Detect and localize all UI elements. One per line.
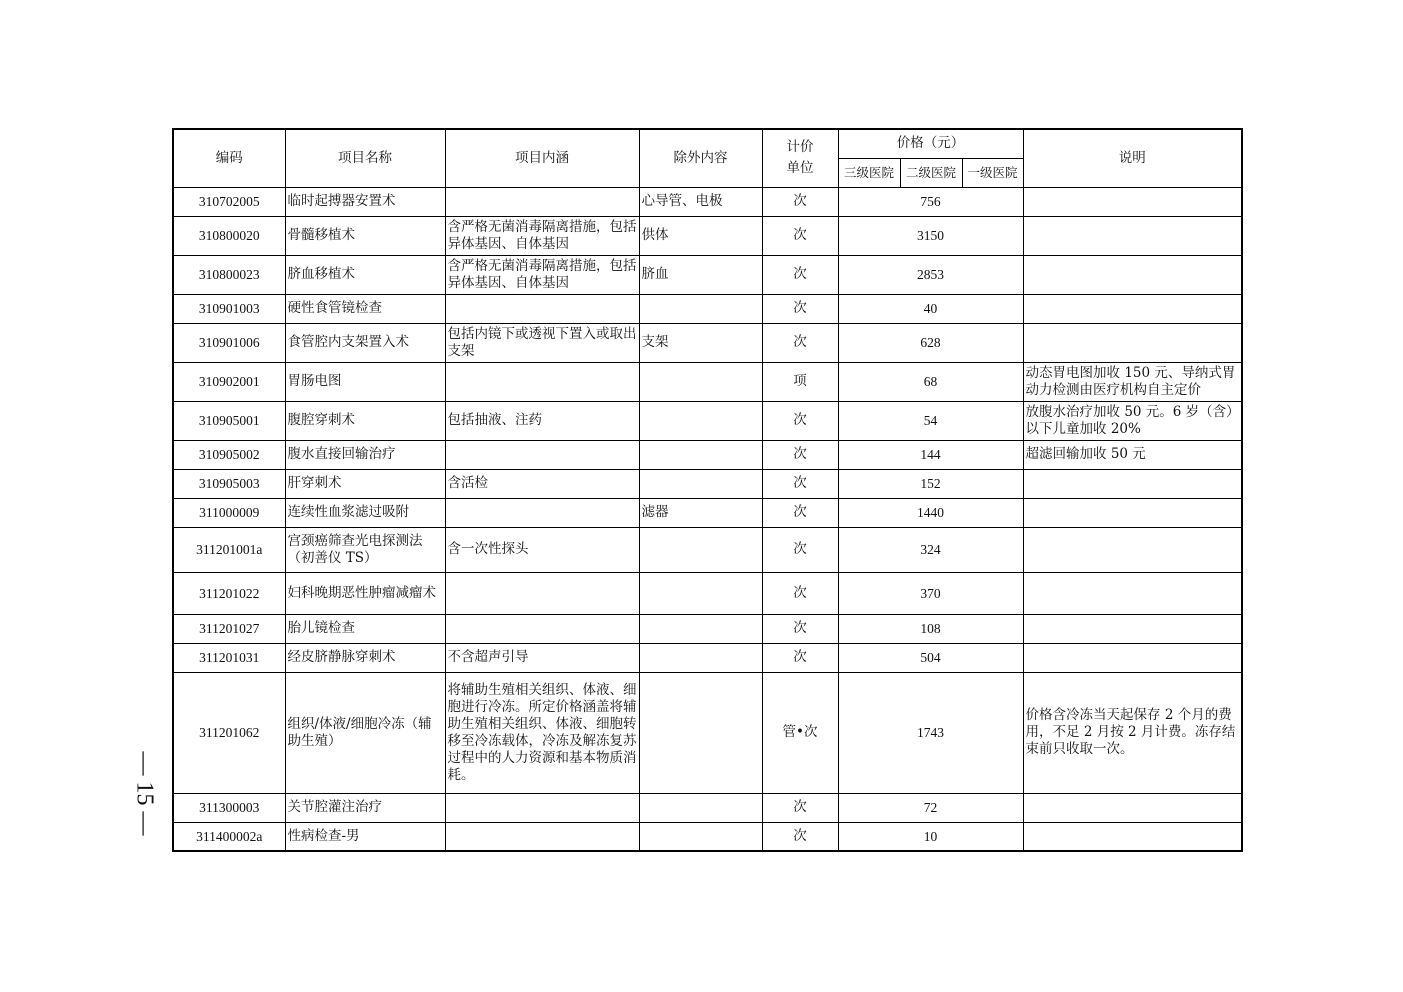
cell-code: 310702005 [173,187,285,216]
header-name: 项目名称 [285,129,445,187]
cell-unit: 次 [762,793,838,822]
cell-exclusion [639,294,762,323]
cell-exclusion [639,572,762,614]
cell-price: 1743 [838,672,1023,793]
header-price: 价格（元） [838,129,1023,158]
cell-price: 72 [838,793,1023,822]
cell-price: 54 [838,401,1023,440]
cell-name: 脐血移植术 [285,255,445,294]
cell-unit: 次 [762,255,838,294]
cell-name: 连续性血浆滤过吸附 [285,498,445,527]
cell-unit: 管•次 [762,672,838,793]
cell-price: 2853 [838,255,1023,294]
cell-price: 370 [838,572,1023,614]
cell-content: 将辅助生殖相关组织、体液、细胞进行冷冻。所定价格涵盖将辅助生殖相关组织、体液、细胞转移至冷冻载体，冷冻及解冻复苏过程中的人力资源和基本物质消耗。 [445,672,639,793]
header-price-level3: 三级医院 [838,158,900,187]
cell-price: 108 [838,614,1023,643]
cell-code: 311201027 [173,614,285,643]
cell-name: 腹水直接回输治疗 [285,440,445,469]
cell-note [1023,216,1242,255]
header-note: 说明 [1023,129,1242,187]
cell-price: 68 [838,362,1023,401]
cell-price: 144 [838,440,1023,469]
cell-price: 1440 [838,498,1023,527]
cell-unit: 项 [762,362,838,401]
cell-exclusion [639,822,762,851]
cell-note [1023,469,1242,498]
cell-name: 胎儿镜检查 [285,614,445,643]
cell-code: 310901006 [173,323,285,362]
cell-name: 骨髓移植术 [285,216,445,255]
cell-note [1023,187,1242,216]
cell-exclusion [639,440,762,469]
cell-content [445,498,639,527]
cell-code: 311400002a [173,822,285,851]
header-exclusion: 除外内容 [639,129,762,187]
table-row [173,323,1242,362]
table-row [173,294,1242,323]
cell-note [1023,294,1242,323]
cell-unit: 次 [762,643,838,672]
cell-content: 含一次性探头 [445,527,639,572]
cell-unit: 次 [762,572,838,614]
header-price-level2: 二级医院 [900,158,962,187]
cell-exclusion [639,672,762,793]
cell-price: 152 [838,469,1023,498]
cell-name: 妇科晚期恶性肿瘤减瘤术 [285,572,445,614]
table-row [173,216,1242,255]
header-unit: 计价单位 [762,129,838,187]
cell-code: 310901003 [173,294,285,323]
cell-price: 3150 [838,216,1023,255]
cell-name: 临时起搏器安置术 [285,187,445,216]
cell-content [445,440,639,469]
cell-note [1023,643,1242,672]
cell-exclusion [639,469,762,498]
cell-note [1023,614,1242,643]
cell-note: 价格含冷冻当天起保存 2 个月的费用，不足 2 月按 2 月计费。冻存结束前只收取一次。 [1023,672,1242,793]
cell-content: 含严格无菌消毒隔离措施，包括异体基因、自体基因 [445,255,639,294]
cell-code: 310905001 [173,401,285,440]
cell-exclusion [639,401,762,440]
cell-exclusion: 脐血 [639,255,762,294]
page-number: — 15 — [131,751,158,835]
cell-name: 性病检查-男 [285,822,445,851]
cell-code: 310800023 [173,255,285,294]
cell-code: 311201022 [173,572,285,614]
cell-name: 组织/体液/细胞冷冻（辅助生殖） [285,672,445,793]
cell-price: 324 [838,527,1023,572]
table-row [173,572,1242,614]
cell-note: 动态胃电图加收 150 元、导纳式胃动力检测由医疗机构自主定价 [1023,362,1242,401]
cell-price: 628 [838,323,1023,362]
cell-exclusion [639,362,762,401]
cell-unit: 次 [762,469,838,498]
cell-unit: 次 [762,614,838,643]
cell-note [1023,822,1242,851]
cell-content: 含活检 [445,469,639,498]
cell-unit: 次 [762,498,838,527]
table-row [173,527,1242,572]
cell-code: 311201062 [173,672,285,793]
cell-unit: 次 [762,822,838,851]
cell-price: 10 [838,822,1023,851]
cell-note [1023,255,1242,294]
cell-code: 310902001 [173,362,285,401]
table-row [173,440,1242,469]
cell-exclusion [639,614,762,643]
cell-exclusion [639,527,762,572]
cell-note [1023,323,1242,362]
header-content: 项目内涵 [445,129,639,187]
cell-note: 放腹水治疗加收 50 元。6 岁（含）以下儿童加收 20% [1023,401,1242,440]
cell-exclusion: 滤器 [639,498,762,527]
cell-code: 311201001a [173,527,285,572]
cell-content: 包括抽液、注药 [445,401,639,440]
table-row [173,401,1242,440]
cell-code: 311000009 [173,498,285,527]
cell-name: 关节腔灌注治疗 [285,793,445,822]
cell-name: 宫颈癌筛查光电探测法（初善仪 TS） [285,527,445,572]
cell-note [1023,572,1242,614]
cell-unit: 次 [762,401,838,440]
table-row [173,469,1242,498]
cell-name: 胃肠电图 [285,362,445,401]
cell-code: 311201031 [173,643,285,672]
cell-price: 504 [838,643,1023,672]
table-row [173,793,1242,822]
cell-unit: 次 [762,216,838,255]
cell-exclusion [639,643,762,672]
table-row [173,255,1242,294]
cell-content [445,187,639,216]
cell-content [445,362,639,401]
table-row [173,498,1242,527]
cell-content [445,614,639,643]
table-row [173,362,1242,401]
cell-exclusion: 支架 [639,323,762,362]
table-row [173,614,1242,643]
cell-content: 不含超声引导 [445,643,639,672]
cell-content [445,822,639,851]
cell-unit: 次 [762,527,838,572]
cell-code: 310905002 [173,440,285,469]
table-row [173,672,1242,793]
cell-content [445,294,639,323]
cell-note [1023,498,1242,527]
cell-exclusion: 供体 [639,216,762,255]
cell-content: 包括内镜下或透视下置入或取出支架 [445,323,639,362]
table-row [173,187,1242,216]
fee-table [172,128,1243,852]
cell-code: 310800020 [173,216,285,255]
cell-unit: 次 [762,323,838,362]
cell-note [1023,793,1242,822]
cell-note: 超滤回输加收 50 元 [1023,440,1242,469]
table-row [173,643,1242,672]
cell-name: 硬性食管镜检查 [285,294,445,323]
cell-exclusion: 心导管、电极 [639,187,762,216]
cell-price: 756 [838,187,1023,216]
cell-unit: 次 [762,440,838,469]
cell-name: 食管腔内支架置入术 [285,323,445,362]
cell-unit: 次 [762,294,838,323]
cell-price: 40 [838,294,1023,323]
cell-unit: 次 [762,187,838,216]
cell-name: 腹腔穿刺术 [285,401,445,440]
cell-exclusion [639,793,762,822]
header-code: 编码 [173,129,285,187]
cell-name: 经皮脐静脉穿刺术 [285,643,445,672]
table-row [173,822,1242,851]
cell-content: 含严格无菌消毒隔离措施，包括异体基因、自体基因 [445,216,639,255]
cell-name: 肝穿刺术 [285,469,445,498]
cell-code: 311300003 [173,793,285,822]
cell-content [445,793,639,822]
cell-note [1023,527,1242,572]
header-price-level1: 一级医院 [962,158,1023,187]
cell-code: 310905003 [173,469,285,498]
cell-content [445,572,639,614]
